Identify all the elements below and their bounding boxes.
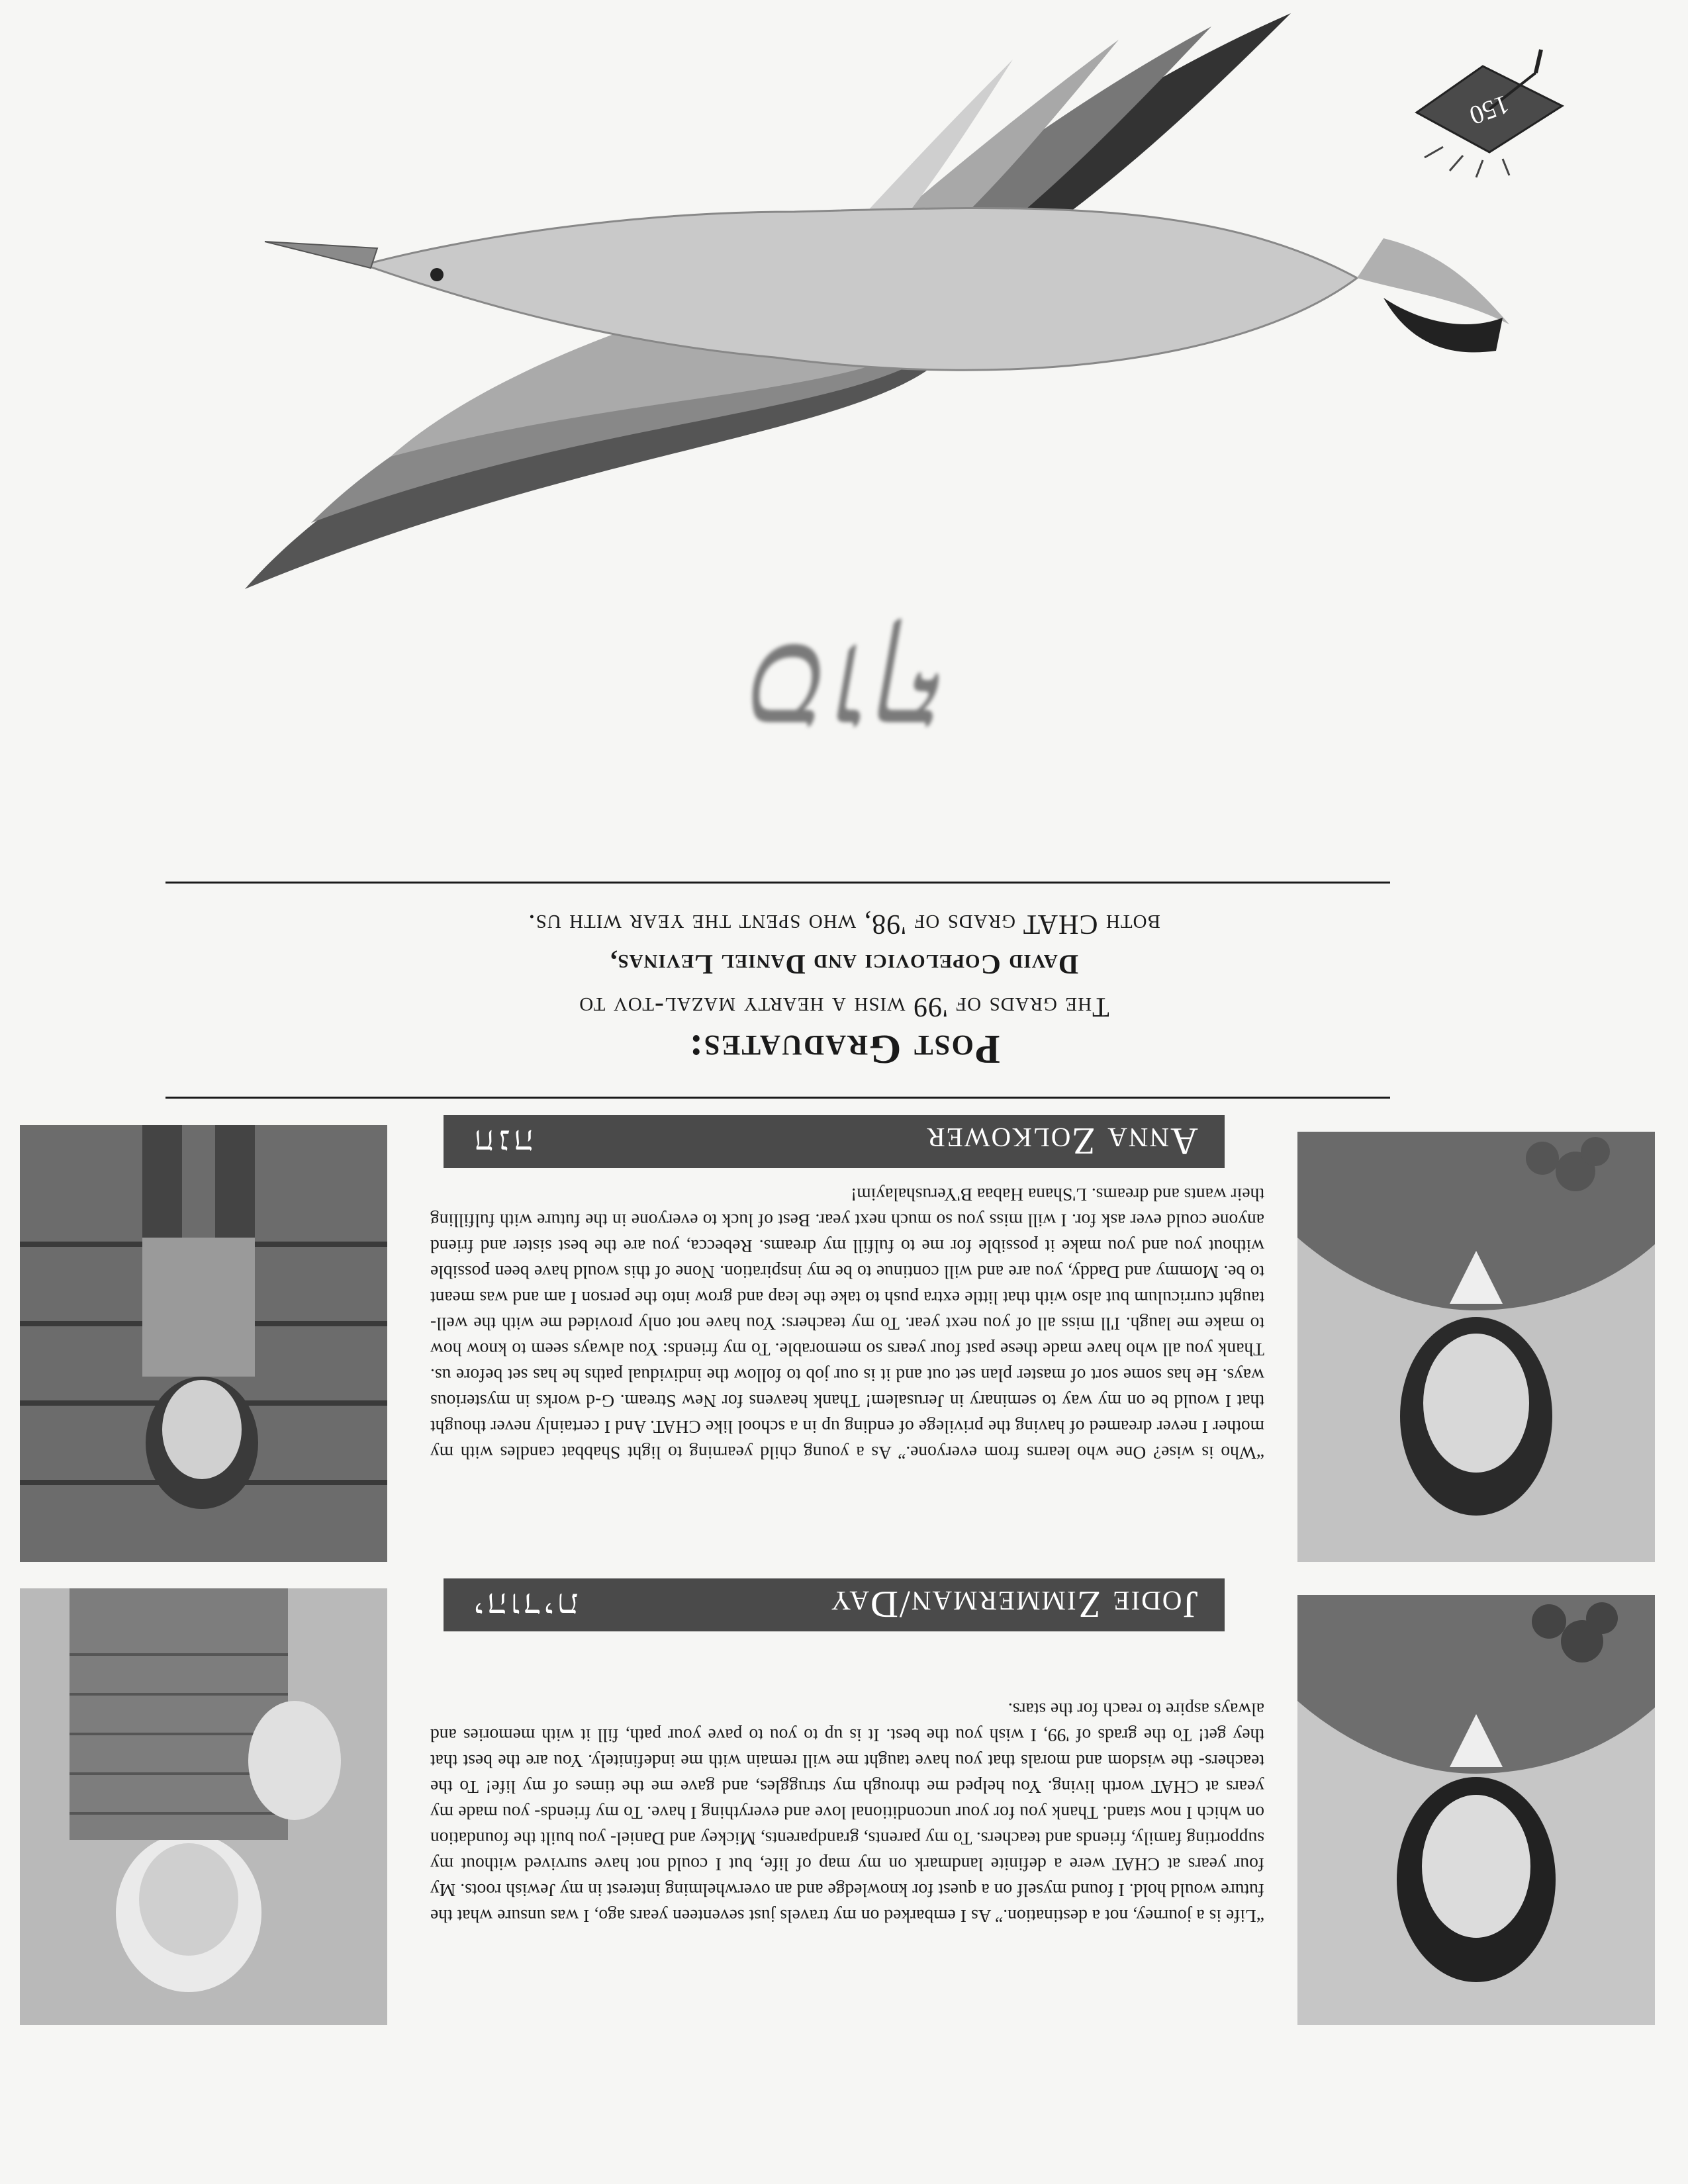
seagull-beak bbox=[265, 242, 377, 268]
heading-line-2: David Copelovici and Daniel Levinas, bbox=[609, 948, 1079, 979]
jodie-bio: “Life is a journey, not a destination.” As I embarked on my travels just seventeen years ago, I was unsure what the future would hold. I found myself on a quest for knowledge and an overwhelming interest in my Jewish roots. My four years at CHAT were a definite landmark on my map of life, but I could not have survived without my supporting family, friends and teachers. To my parents, grandparents, Mickey and Daniel- you built the foundation on which I now stand. Thank you for your unconditional love and everything I have. To my friends- you made my years at CHAT worth living. You helped me through my struggles, and gave me the times of my life! To the teachers- the wisdom and morals that you have taught me will remain with me indefinitely. You are the best that they get! To the grads of '99, I wish you the best. It is up to you to pave your path, fill it with memories and always aspire to reach for the stars. bbox=[430, 1700, 1264, 1927]
seagull-eye bbox=[430, 268, 444, 281]
heading-top-rule bbox=[165, 882, 1390, 884]
anna-childhood-photo bbox=[20, 1125, 387, 1562]
jodie-childhood-photo bbox=[20, 1588, 387, 2025]
page-number: 150 bbox=[1466, 89, 1513, 131]
jodie-name: Jodie Zimmerman/Day bbox=[829, 1583, 1198, 1627]
anna-hebrew-name: חנה bbox=[470, 1122, 534, 1161]
anna-name: Anna Zolkower bbox=[925, 1120, 1198, 1163]
jodie-hebrew-name: יהודית bbox=[470, 1585, 579, 1625]
heading-title: Post Graduates: bbox=[688, 1026, 1000, 1071]
seagull-body bbox=[364, 208, 1357, 370]
seagull-illustration bbox=[60, 0, 1622, 609]
anna-name-bar bbox=[444, 1115, 1225, 1168]
anna-portrait-photo bbox=[1297, 1132, 1655, 1562]
script-title: סוף bbox=[743, 612, 945, 774]
heading-line-3: both CHAT grads of '98, who spent the year with us. bbox=[528, 909, 1160, 939]
heading-bottom-rule bbox=[165, 1097, 1390, 1099]
anna-bio: “Who is wise? One who learns from everyone.” As a young child yearning to light Shabbat candles with my mother I never dreamed of having the privilege of ending up in a school like CHAT. And I certainly never thought that I would be on my way to seminary in Jerusalem! Thank heavens for New Stream. G-d works in mysterious ways. He has some sort of master plan set out and it is our job to follow the individual paths he has set before us. Thank you all who have made these past four years so memorable. To my friends: You always seem to know how to make me laugh. I'll miss all of you next year. To my teachers: You have not only provided me with the well-taught curriculum but also with that little extra push to take the leap and grow into the person I am and was meant to be. Mommy and Daddy, you are and will continue to be my inspiration. None of this would have been possible without you and you make it possible for me to fulfill my dreams. Rebecca, you are the best sister and friend anyone could ever ask for. I will miss you so much next year. Best of luck to everyone in the future with fulfilling their wants and dreams. L'Shana Habaa B'Yerushalayim! bbox=[430, 1185, 1264, 1463]
jodie-portrait-photo bbox=[1297, 1595, 1655, 2025]
jodie-name-bar bbox=[444, 1578, 1225, 1631]
seagull-tail bbox=[1357, 238, 1509, 324]
heading-line-1: The grads of '99 wish a hearty mazal-tov to bbox=[579, 991, 1109, 1022]
